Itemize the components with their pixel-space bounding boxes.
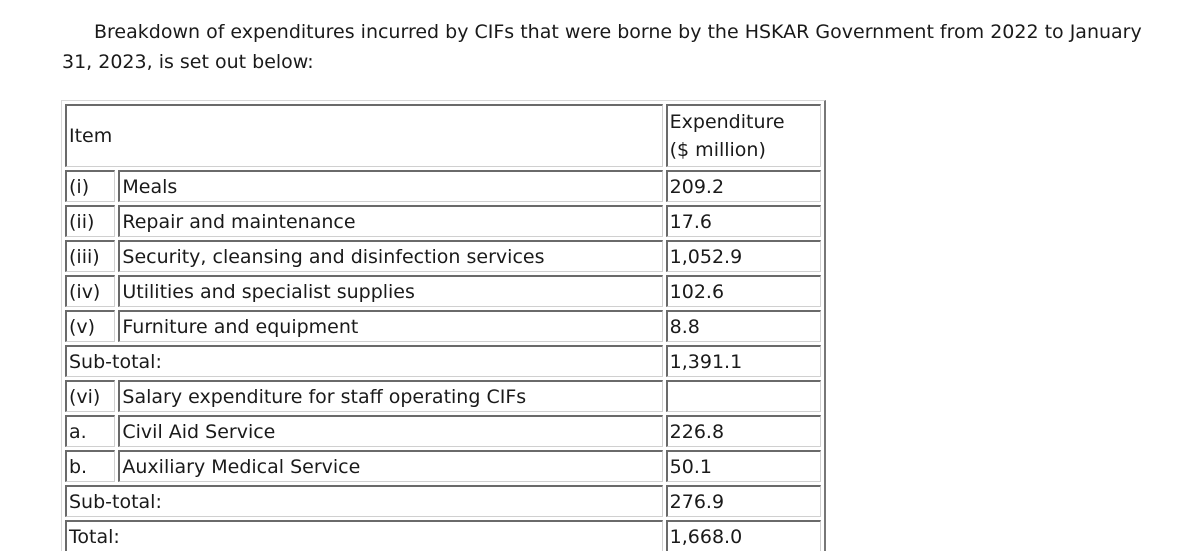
table-row <box>65 310 821 342</box>
table-row <box>65 380 821 412</box>
subtotal-label: Sub-total: <box>65 485 663 517</box>
row-description: Utilities and specialist supplies <box>118 275 662 307</box>
table-row <box>65 450 821 482</box>
row-description: Civil Aid Service <box>118 415 662 447</box>
table-header-row <box>65 104 821 167</box>
header-expenditure-line2: ($ million) <box>669 139 766 161</box>
row-number: (vi) <box>65 380 115 412</box>
total-row <box>65 520 821 551</box>
total-value: 1,668.0 <box>666 520 821 551</box>
header-item: Item <box>65 104 663 167</box>
row-number: a. <box>65 415 115 447</box>
subtotal-row <box>65 345 821 377</box>
row-value: 209.2 <box>666 170 821 202</box>
header-expenditure <box>666 104 821 167</box>
row-description: Furniture and equipment <box>118 310 662 342</box>
row-value: 102.6 <box>666 275 821 307</box>
row-value: 8.8 <box>666 310 821 342</box>
header-expenditure-line1: Expenditure <box>669 111 785 133</box>
table-row <box>65 275 821 307</box>
row-description: Meals <box>118 170 662 202</box>
row-number: (ii) <box>65 205 115 237</box>
row-number: (v) <box>65 310 115 342</box>
table-row <box>65 170 821 202</box>
row-description: Repair and maintenance <box>118 205 662 237</box>
table-row <box>65 415 821 447</box>
row-number: (iii) <box>65 240 115 272</box>
subtotal-value: 1,391.1 <box>666 345 821 377</box>
subtotal-row <box>65 485 821 517</box>
row-value: 226.8 <box>666 415 821 447</box>
row-description: Auxiliary Medical Service <box>118 450 662 482</box>
intro-paragraph: Breakdown of expenditures incurred by CIFs that were borne by the HSKAR Government from 2022 to January 31, 2023, is set out below: <box>62 21 1142 73</box>
subtotal-value: 276.9 <box>666 485 821 517</box>
row-number: (i) <box>65 170 115 202</box>
row-value <box>666 380 821 412</box>
subtotal-label: Sub-total: <box>65 345 663 377</box>
row-number: (iv) <box>65 275 115 307</box>
row-description: Security, cleansing and disinfection services <box>118 240 662 272</box>
row-description: Salary expenditure for staff operating CIFs <box>118 380 662 412</box>
row-value: 50.1 <box>666 450 821 482</box>
table-row <box>65 240 821 272</box>
row-value: 17.6 <box>666 205 821 237</box>
expenditure-table <box>61 100 826 551</box>
table-row <box>65 205 821 237</box>
row-value: 1,052.9 <box>666 240 821 272</box>
total-label: Total: <box>65 520 663 551</box>
row-number: b. <box>65 450 115 482</box>
